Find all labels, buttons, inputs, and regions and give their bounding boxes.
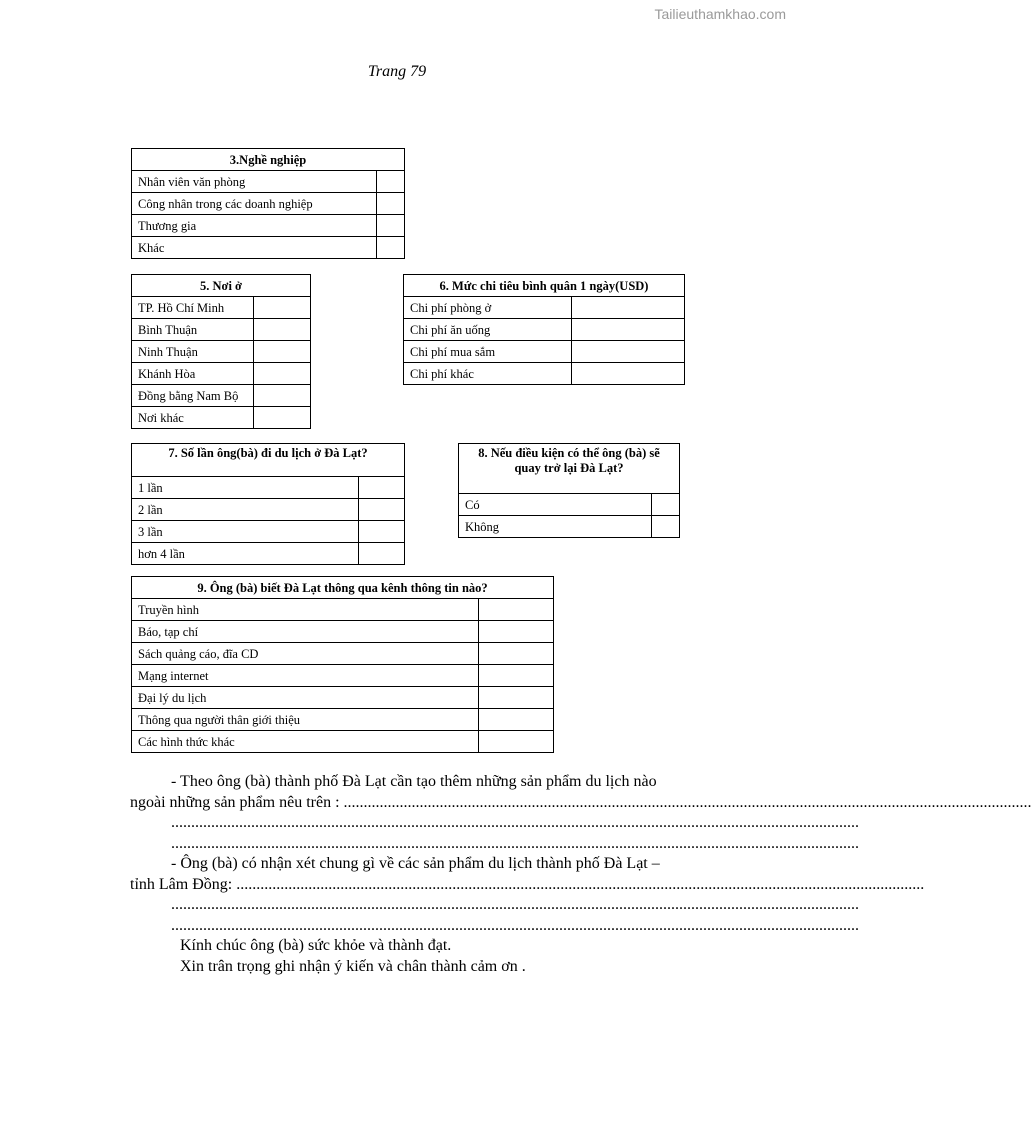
occupation-table xyxy=(131,148,405,259)
question-1-line-1: - Theo ông (bà) thành phố Đà Lạt cần tạo thêm những sản phẩm du lịch nào xyxy=(171,773,657,790)
question-1-answer-line[interactable] xyxy=(130,793,1032,814)
visits-title: 7. Số lần ông(bà) đi du lịch ở Đà Lạt? xyxy=(132,444,405,477)
spending-option: Chi phí khác xyxy=(404,363,572,385)
residence-checkbox[interactable] xyxy=(254,319,311,341)
answer-dots: ............................................................................................................................................................................ xyxy=(171,896,859,913)
closing-line-1: Kính chúc ông (bà) sức khỏe và thành đạt. xyxy=(180,937,452,954)
question-1-label: ngoài những sản phẩm nêu trên : xyxy=(130,793,344,811)
visits-checkbox[interactable] xyxy=(359,477,405,499)
spending-title: 6. Mức chi tiêu bình quân 1 ngày(USD) xyxy=(404,275,685,297)
channels-option: Thông qua người thân giới thiệu xyxy=(132,709,479,731)
spending-input[interactable] xyxy=(572,297,685,319)
answer-dots: ............................................................................................................................................................................ xyxy=(171,916,859,934)
channels-checkbox[interactable] xyxy=(479,599,554,621)
residence-checkbox[interactable] xyxy=(254,297,311,319)
occupation-option: Công nhân trong các doanh nghiệp xyxy=(132,193,377,215)
channels-checkbox[interactable] xyxy=(479,621,554,643)
answer-line[interactable] xyxy=(130,895,859,916)
occupation-checkbox[interactable] xyxy=(377,171,405,193)
return-title: 8. Nếu điều kiện có thể ông (bà) sẽ quay trở lại Đà Lạt? xyxy=(459,444,680,494)
channels-checkbox[interactable] xyxy=(479,709,554,731)
channels-option: Mạng internet xyxy=(132,665,479,687)
return-table xyxy=(458,443,680,538)
residence-table xyxy=(131,274,311,429)
residence-option: Khánh Hòa xyxy=(132,363,254,385)
channels-option: Các hình thức khác xyxy=(132,731,479,753)
visits-checkbox[interactable] xyxy=(359,543,405,565)
visits-option: 3 lần xyxy=(132,521,359,543)
answer-line[interactable] xyxy=(130,834,859,855)
channels-table xyxy=(131,576,554,753)
residence-option: Ninh Thuận xyxy=(132,341,254,363)
residence-checkbox[interactable] xyxy=(254,341,311,363)
answer-dots: ............................................................................................................................................................................ xyxy=(171,814,859,831)
answer-line[interactable] xyxy=(130,813,859,834)
channels-option: Báo, tạp chí xyxy=(132,621,479,643)
residence-checkbox[interactable] xyxy=(254,363,311,385)
residence-title: 5. Nơi ở xyxy=(132,275,311,297)
spending-table xyxy=(403,274,685,385)
spending-option: Chi phí mua sắm xyxy=(404,341,572,363)
occupation-option: Khác xyxy=(132,237,377,259)
occupation-checkbox[interactable] xyxy=(377,215,405,237)
open-questions xyxy=(130,772,1032,977)
occupation-option: Nhân viên văn phòng xyxy=(132,171,377,193)
residence-checkbox[interactable] xyxy=(254,385,311,407)
spending-input[interactable] xyxy=(572,319,685,341)
answer-dots: ............................................................................................................................................................................ xyxy=(343,793,1032,811)
channels-title: 9. Ông (bà) biết Đà Lạt thông qua kênh thông tin nào? xyxy=(132,577,554,599)
channels-checkbox[interactable] xyxy=(479,687,554,709)
closing-line-2: Xin trân trọng ghi nhận ý kiến và chân thành cảm ơn . xyxy=(180,957,526,975)
question-2-answer-line[interactable] xyxy=(130,875,925,896)
residence-option: Đồng bằng Nam Bộ xyxy=(132,385,254,407)
answer-dots: ............................................................................................................................................................................ xyxy=(236,875,925,893)
occupation-checkbox[interactable] xyxy=(377,193,405,215)
watermark: Tailieuthamkhao.com xyxy=(654,6,786,22)
visits-option: hơn 4 lần xyxy=(132,543,359,565)
channels-checkbox[interactable] xyxy=(479,731,554,753)
spending-input[interactable] xyxy=(572,363,685,385)
visits-option: 2 lần xyxy=(132,499,359,521)
return-option: Có xyxy=(459,494,652,516)
residence-option: Nơi khác xyxy=(132,407,254,429)
return-checkbox[interactable] xyxy=(652,494,680,516)
occupation-title: 3.Nghề nghiệp xyxy=(132,149,405,171)
channels-checkbox[interactable] xyxy=(479,643,554,665)
return-checkbox[interactable] xyxy=(652,516,680,538)
spending-option: Chi phí phòng ở xyxy=(404,297,572,319)
channels-option: Đại lý du lịch xyxy=(132,687,479,709)
channels-checkbox[interactable] xyxy=(479,665,554,687)
spending-option: Chi phí ăn uống xyxy=(404,319,572,341)
visits-checkbox[interactable] xyxy=(359,499,405,521)
occupation-option: Thương gia xyxy=(132,215,377,237)
channels-option: Truyền hình xyxy=(132,599,479,621)
page-number: Trang 79 xyxy=(367,63,427,80)
answer-line[interactable] xyxy=(130,916,859,937)
return-option: Không xyxy=(459,516,652,538)
visits-option: 1 lần xyxy=(132,477,359,499)
residence-checkbox[interactable] xyxy=(254,407,311,429)
visits-checkbox[interactable] xyxy=(359,521,405,543)
residence-option: TP. Hồ Chí Minh xyxy=(132,297,254,319)
spending-input[interactable] xyxy=(572,341,685,363)
visits-table xyxy=(131,443,405,565)
residence-option: Bình Thuận xyxy=(132,319,254,341)
question-2-label: tỉnh Lâm Đồng: xyxy=(130,875,237,893)
question-2-line-1: - Ông (bà) có nhận xét chung gì về các sản phẩm du lịch thành phố Đà Lạt – xyxy=(171,855,660,872)
answer-dots: ............................................................................................................................................................................ xyxy=(171,834,859,852)
occupation-checkbox[interactable] xyxy=(377,237,405,259)
channels-option: Sách quảng cáo, đĩa CD xyxy=(132,643,479,665)
